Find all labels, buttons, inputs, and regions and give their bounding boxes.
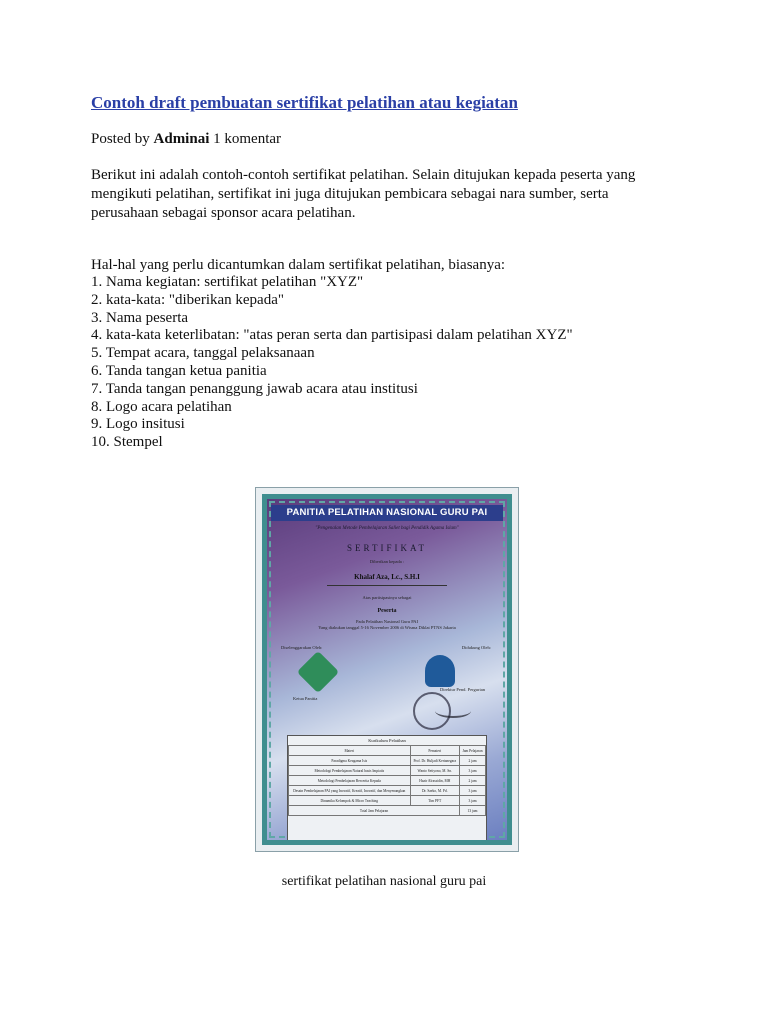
list-item: 5. Tempat acara, tanggal pelaksanaan <box>91 345 315 362</box>
post-byline <box>91 130 281 148</box>
signature-icon <box>435 704 471 718</box>
requirements-list <box>91 274 573 452</box>
list-item: 1. Nama kegiatan: sertifikat pelatihan "XYZ" <box>91 274 364 290</box>
list-item: 10. Stempel <box>91 434 163 451</box>
curriculum-title: Kurikulum Pelatihan <box>368 738 406 743</box>
list-item: 7. Tanda tangan penanggung jawab acara atau institusi <box>91 380 418 397</box>
table-cell: 3 jam <box>459 766 485 776</box>
table-cell: 2 jam <box>459 756 485 766</box>
certificate-participation: Atas partisipasinya sebagai <box>362 595 412 600</box>
author-name[interactable]: Adminai <box>153 131 210 147</box>
table-cell: Tim PFT <box>410 796 459 806</box>
certificate-name-line <box>327 585 447 586</box>
certificate-right-label: Didukung Oleh: <box>461 645 491 650</box>
list-item: 8. Logo acara pelatihan <box>91 398 232 415</box>
table-cell: 2 jam <box>459 776 485 786</box>
list-lead: Hal-hal yang perlu dicantumkan dalam sertifikat pelatihan, biasanya: <box>91 257 506 273</box>
comments-link[interactable]: 1 komentar <box>213 131 282 147</box>
table-cell: Dinamika Kelompok & Micro Teaching <box>289 796 411 806</box>
certificate-word: SERTIFIKAT <box>347 543 427 553</box>
table-cell: Paradigma Keagama Isis <box>289 756 411 766</box>
table-cell: 3 jam <box>459 786 485 796</box>
list-item: 4. kata-kata keterlibatan: "atas peran serta dan partisipasi dalam pelatihan XYZ" <box>91 327 573 344</box>
table-row <box>289 756 486 766</box>
table-cell: Metodologi Pembelajaran Natural basis Impiatis <box>289 766 411 776</box>
figure-caption: sertifikat pelatihan nasional guru pai <box>281 874 487 889</box>
table-row <box>289 786 486 796</box>
post-title-link[interactable]: Contoh draft pembuatan sertifikat pelatihan atau kegiatan <box>91 93 518 112</box>
table-header: Materi <box>289 746 411 756</box>
certificate-recipient: Khalaf Aza, Lc., S.H.I <box>354 573 420 581</box>
certificate-role: Peserta <box>377 608 397 614</box>
organizer-logo-icon <box>297 651 339 693</box>
table-cell: Prof. Dr. Huljadi Kertanegara <box>410 756 459 766</box>
certificate-motto: "Pengenalan Metode Pembelajaran Saliet bagi Pendidik Agama Islam" <box>315 526 459 531</box>
table-total-row <box>289 806 486 816</box>
certificate-left-sign: Ketua Panitia <box>293 696 318 701</box>
list-item: 6. Tanda tangan ketua panitia <box>91 362 267 379</box>
table-cell: 13 jam <box>459 806 485 816</box>
table-cell: Hazir Alrassidin, MH <box>410 776 459 786</box>
certificate-event-line2: Yang diakukan tanggal 5-16 November 2006 di Wisma Diklat PTNS Jakarta <box>318 625 456 630</box>
table-header: Pemateri <box>410 746 459 756</box>
certificate-left-label: Diselenggarakan Oleh: <box>281 645 323 650</box>
table-cell: Wanto Setiyono, M. Sn. <box>410 766 459 776</box>
institution-logo-icon <box>425 655 455 687</box>
certificate-border <box>262 494 512 845</box>
certificate-header: PANITIA PELATIHAN NASIONAL GURU PAI <box>271 505 503 521</box>
table-cell: Dr. Saeko, M. Pd. <box>410 786 459 796</box>
table-cell: Metodologi Pembelajaran Bercerita Kepada <box>289 776 411 786</box>
certificate-image <box>255 487 519 852</box>
table-row <box>289 796 486 806</box>
certificate-right-sign: Direktur Pend. Pergurian <box>439 687 485 692</box>
intro-paragraph: Berikut ini adalah contoh-contoh sertifikat pelatihan. Selain ditujukan kepada peserta yang mengikuti pelatihan, sertifikat ini juga ditujukan pembicara sebagai nara sumber, serta perusahaan sebagai sponsor acara pelatihan. <box>91 167 636 221</box>
table-header: Jam Pelajaran <box>459 746 485 756</box>
table-header-row <box>289 746 486 756</box>
posted-by-label: Posted by <box>91 131 154 147</box>
table-cell: Total Jam Pelajaran <box>289 806 460 816</box>
table-cell: Desain Pembelajaran PAI yang Inovatif, Kreatif, Inovatif, dan Menyenangkan <box>289 786 411 796</box>
post-title <box>91 93 518 113</box>
list-item: 9. Logo insitusi <box>91 416 185 433</box>
certificate-given-to: Diberikan kepada : <box>369 559 405 564</box>
table-row <box>289 776 486 786</box>
certificate-event-line1: Pada Pelatihan Nasional Guru PAI <box>355 619 419 624</box>
list-item: 2. kata-kata: "diberikan kepada" <box>91 291 284 308</box>
table-cell: 3 jam <box>459 796 485 806</box>
table-row <box>289 766 486 776</box>
curriculum-table <box>287 735 487 841</box>
list-item: 3. Nama peserta <box>91 309 189 326</box>
curriculum-grid <box>288 745 486 816</box>
